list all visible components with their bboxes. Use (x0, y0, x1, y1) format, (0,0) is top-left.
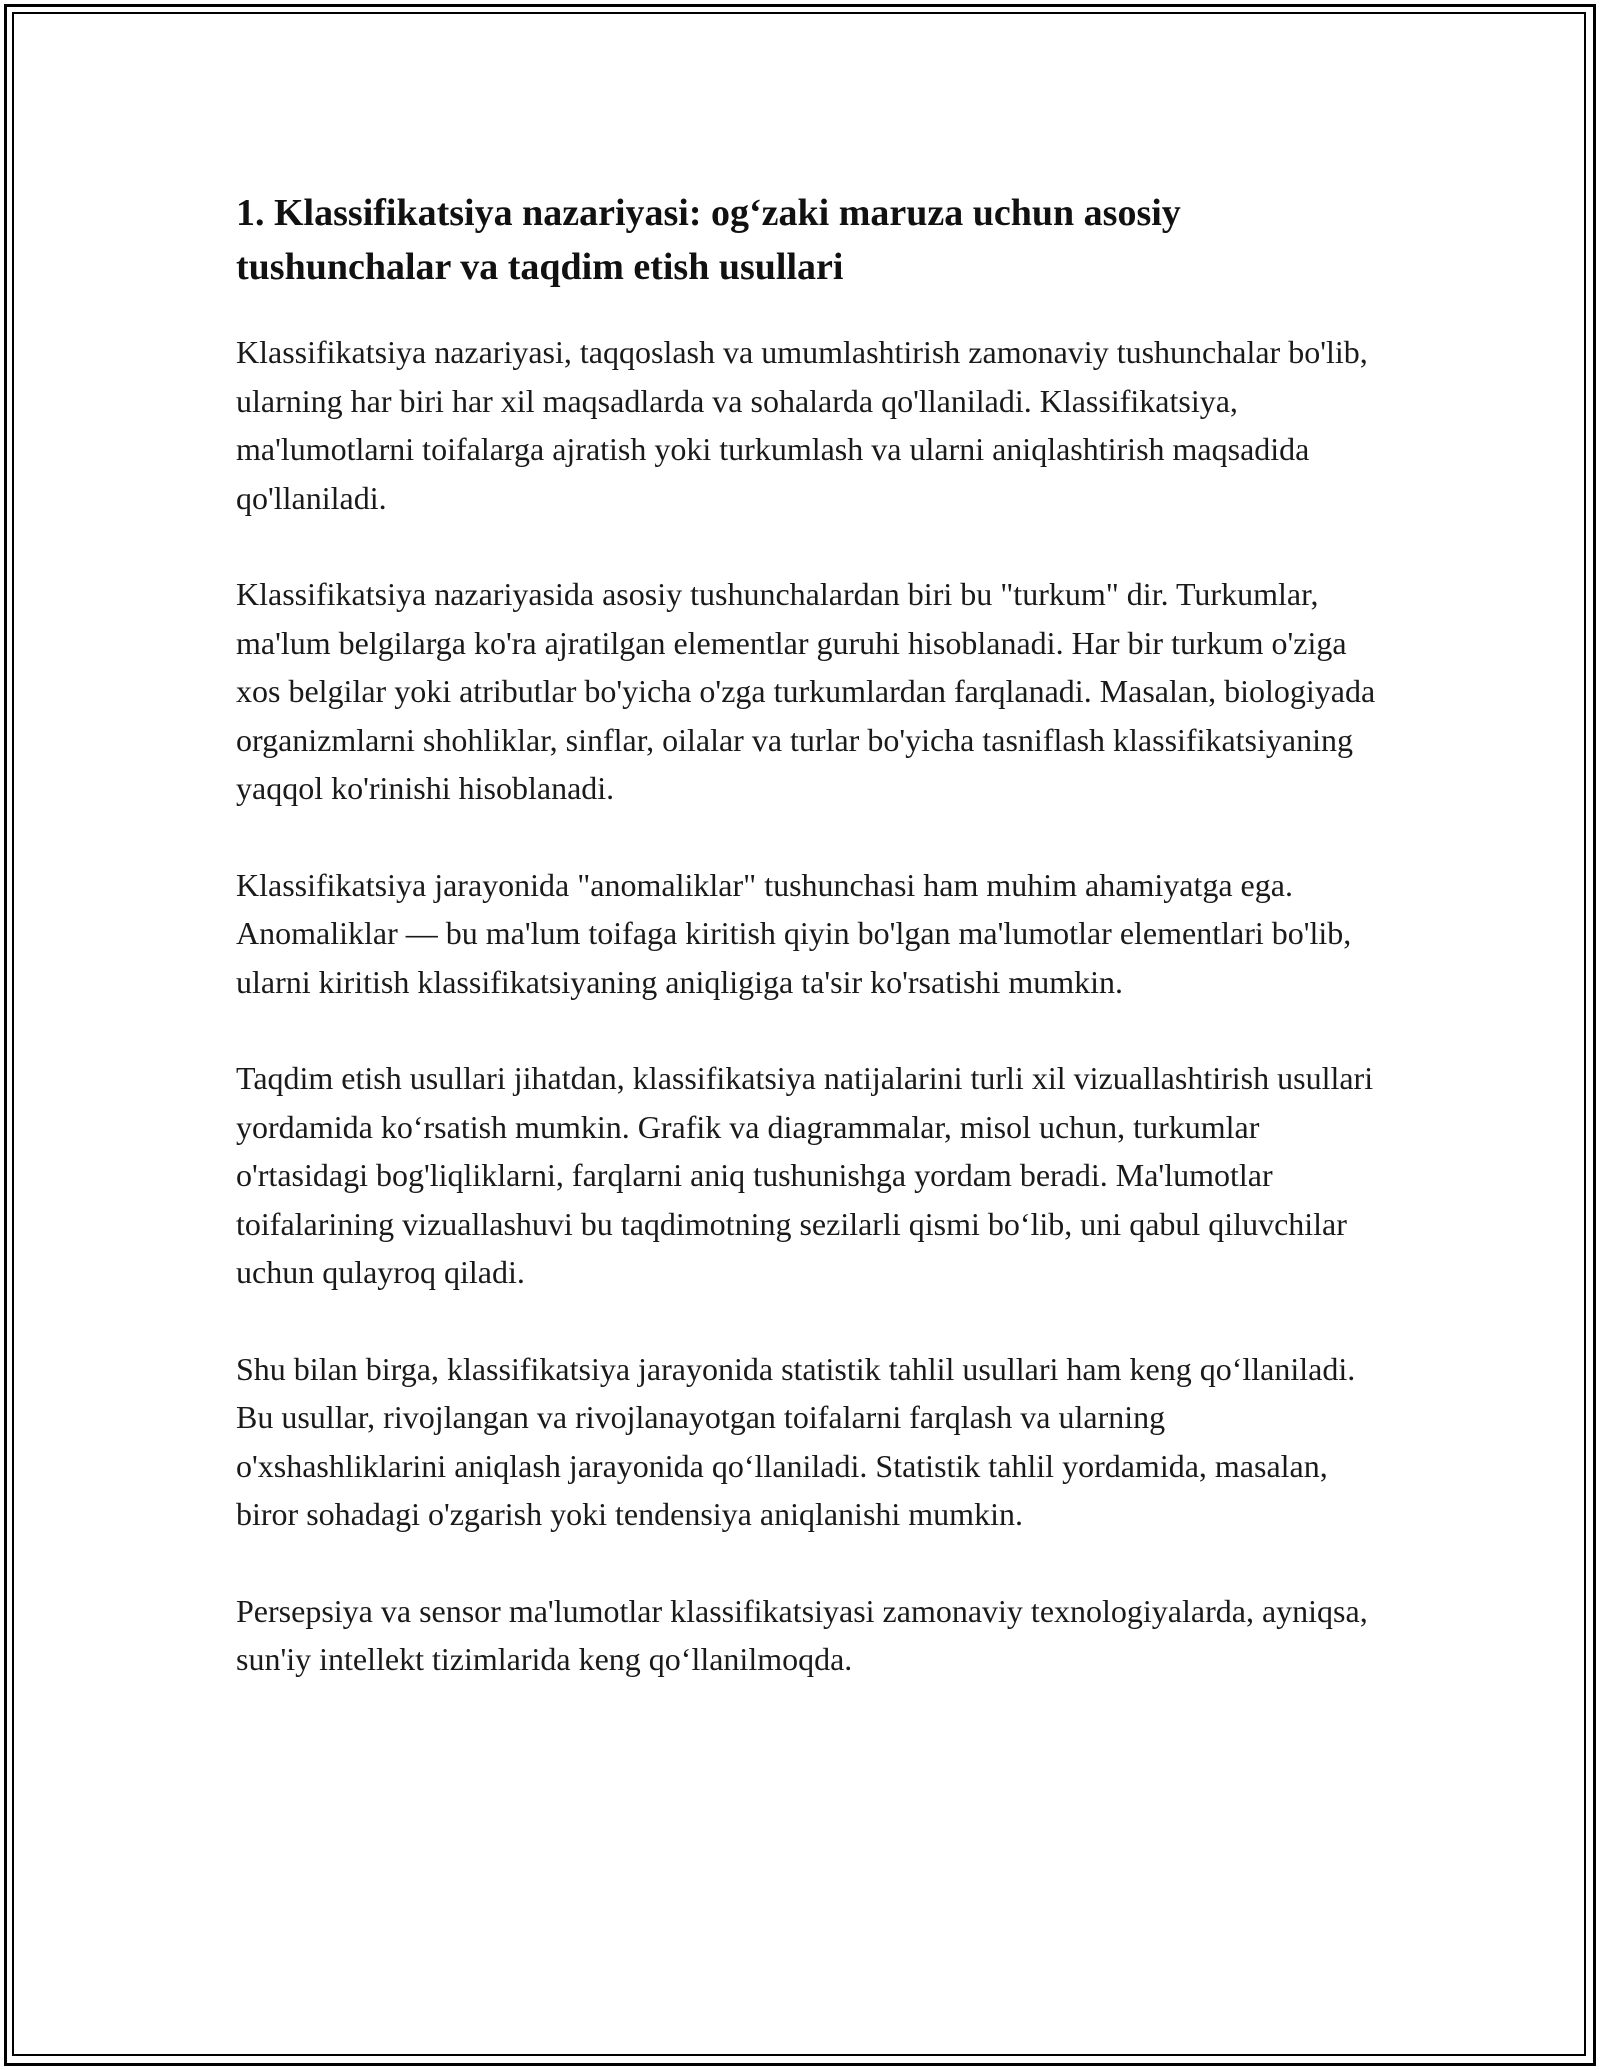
document-title: 1. Klassifikatsiya nazariyasi: og‘zaki maruza uchun asosiy tushunchalar va taqdim etish usullari (236, 192, 1181, 288)
paragraph-6: Persepsiya va sensor ma'lumotlar klassifikatsiyasi zamonaviy texnologiyalarda, ayniqsa, sun'iy intellekt tizimlarida keng qo‘llanilmoqda. (236, 1592, 1368, 1677)
paragraph-4: Taqdim etish usullari jihatdan, klassifikatsiya natijalarini turli xil vizuallashtirish usullari yordamida ko‘rsatish mumkin. Grafik va diagrammalar, misol uchun, turkumlar o'rtasidagi bog'liqliklarni, farqlarni aniq tushunishga yordam beradi. Ma'lumotlar toifalarining vizuallashuvi bu taqdimotning sezilarli qismi bo‘lib, uni qabul qiluvchilar uchun qulayroq qiladi. (236, 1060, 1374, 1290)
paragraph-1: Klassifikatsiya nazariyasi, taqqoslash va umumlashtirish zamonaviy tushunchalar bo'lib, ularning har biri har xil maqsadlarda va sohalarda qo'llaniladi. Klassifikatsiya, ma'lumotlarni toifalarga ajratish yoki turkumlash va ularni aniqlashtirish maqsadida qo'llaniladi. (236, 334, 1368, 516)
document-body (236, 186, 1376, 1732)
paragraph-2: Klassifikatsiya nazariyasida asosiy tushunchalardan biri bu "turkum" dir. Turkumlar, ma'lum belgilarga ko'ra ajratilgan elementlar guruhi hisoblanadi. Har bir turkum o'ziga xos belgilar yoki atributlar bo'yicha o'zga turkumlardan farqlanadi. Masalan, biologiyada organizmlarni shohliklar, sinflar, oilalar va turlar bo'yicha tasniflash klassifikatsiyaning yaqqol ko'rinishi hisoblanadi. (236, 576, 1376, 806)
paragraph-5: Shu bilan birga, klassifikatsiya jarayonida statistik tahlil usullari ham keng qo‘llaniladi. Bu usullar, rivojlangan va rivojlanayotgan toifalarni farqlash va ularning o'xshashliklarini aniqlash jarayonida qo‘llaniladi. Statistik tahlil yordamida, masalan, biror sohadagi o'zgarish yoki tendensiya aniqlanishi mumkin. (236, 1350, 1356, 1532)
paragraph-3: Klassifikatsiya jarayonida "anomaliklar" tushunchasi ham muhim ahamiyatga ega. Anomaliklar — bu ma'lum toifaga kiritish qiyin bo'lgan ma'lumotlar elementlari bo'lib, ularni kiritish klassifikatsiyaning aniqligiga ta'sir ko'rsatishi mumkin. (236, 866, 1352, 1000)
